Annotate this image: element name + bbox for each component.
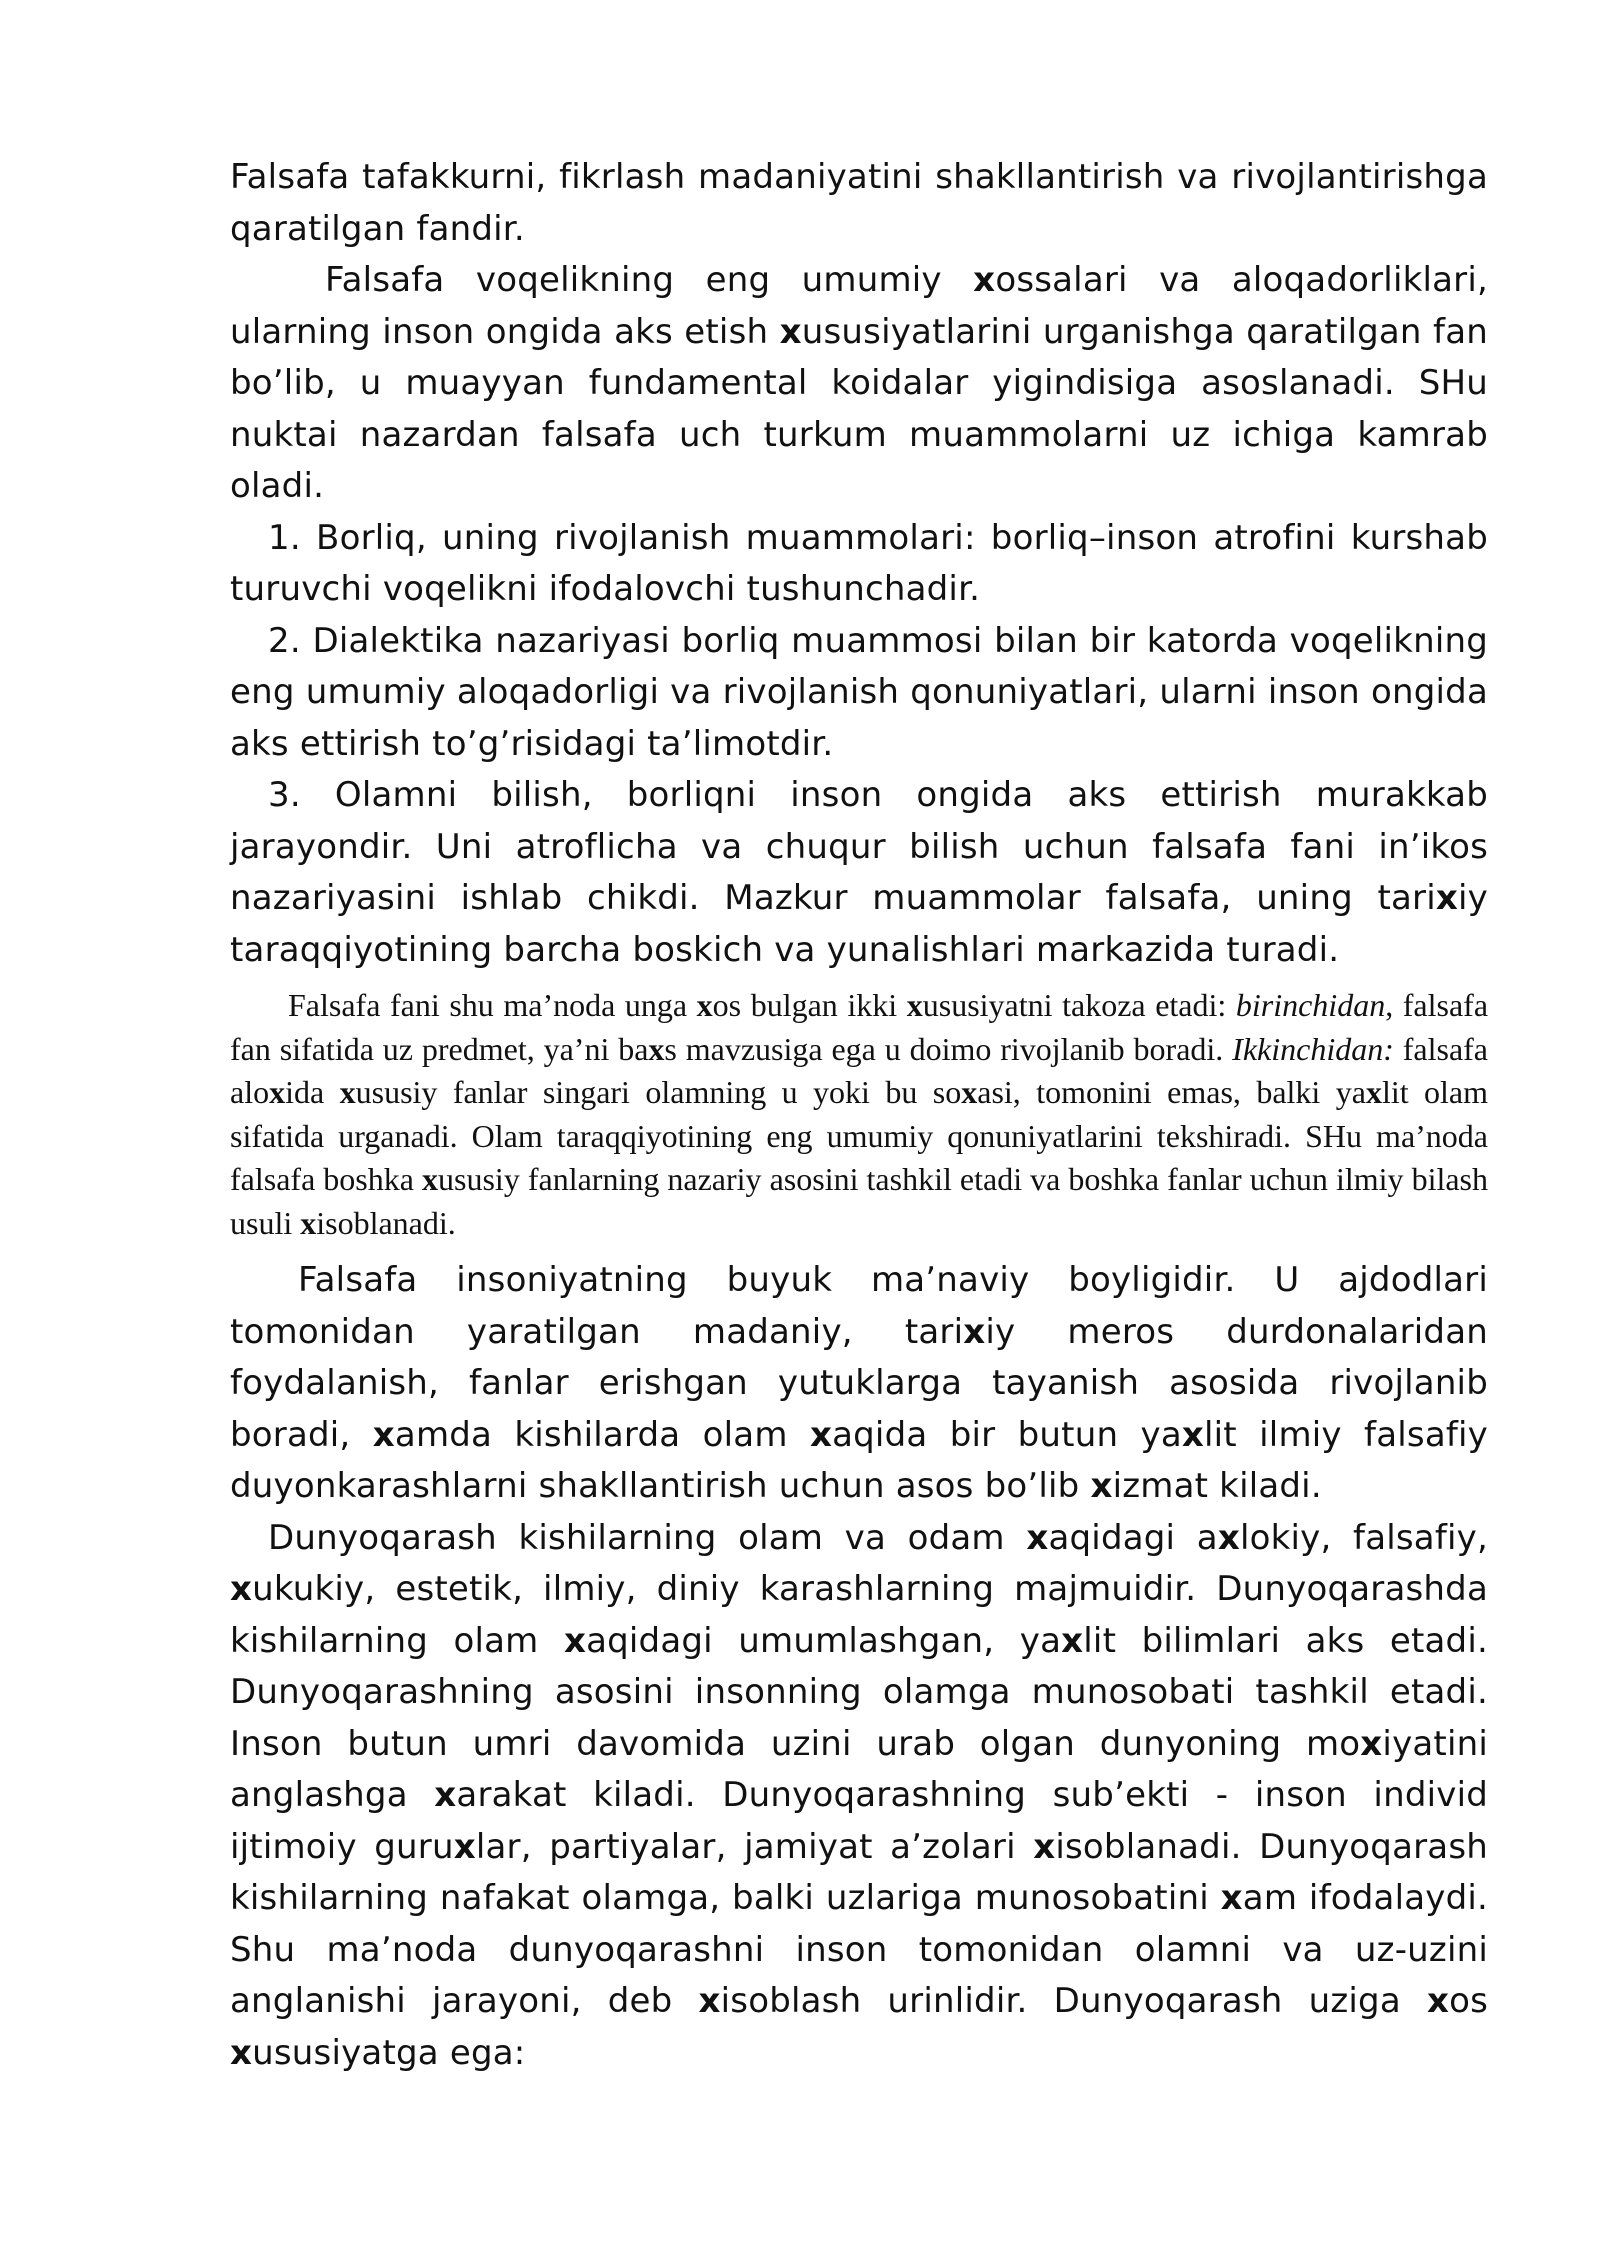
document-body — [230, 152, 1488, 2079]
list-item-1: 1. Borliq, uning rivojlanish muammolari: borliq–inson atrofini kurshab turuvchi voqelikni ifodalovchi tushunchadir. — [230, 517, 1488, 609]
paragraph-intro: Falsafa tafakkurni, fikrlash madaniyatini shakllantirish va rivojlantirishga qaratilgan fandir. — [230, 157, 1488, 249]
list-item-2: 2. Dialektika nazariyasi borliq muammosi bilan bir katorda voqelikning eng umumiy aloqadorligi va rivojlanish qonuniyatlari, ularni inson ongida aks ettirish to’g’risidagi ta’limotdir. — [230, 620, 1488, 764]
paragraph-features: Falsafa fani shu ma’noda unga xos bulgan ikki xususiyatni takoza etadi: birinchidan, falsafa fan sifatida uz predmet, ya’ni baxs mavzusiga ega u doimo rivojlanib boradi. Ikkinchidan: falsafa aloxida xususiy fanlar singari olamning u yoki bu soxasi, tomonini emas, balki yaxlit olam sifatida urganadi. Olam taraqqiyotining eng umumiy qonuniyatlarini tekshiradi. SHu ma’noda falsafa boshka xususiy fanlarning nazariy asosini tashkil etadi va boshka fanlar uchun ilmiy bilash usuli xisoblanadi. — [230, 987, 1489, 1241]
italic-term: Ikkinchidan: — [1232, 1030, 1394, 1067]
list-item-3: 3. Olamni bilish, borliqni inson ongida aks ettirish murakkab jarayondir. Uni atroflicha va chuqur bilish uchun falsafa fani in’ikos nazariyasini ishlab chikdi. Mazkur muammolar falsafa, uning tarixiy taraqqiyotining barcha boskich va yunalishlari markazida turadi. — [230, 775, 1488, 970]
italic-term: birinchidan — [1235, 987, 1386, 1023]
paragraph-definition: Falsafa voqelikning eng umumiy xossalari va aloqadorliklari, ularning inson ongida aks etish xususiyatlarini urganishga qaratilgan fan bo’lib, u muayyan fundamental koidalar yigindisiga asoslanadi. SHu nuktai nazardan falsafa uch turkum muammolarni uz ichiga kamrab oladi. — [230, 260, 1488, 506]
paragraph-heritage: Falsafa insoniyatning buyuk ma’naviy boyligidir. U ajdodlari tomonidan yaratilgan madaniy, tarixiy meros durdonalaridan foydalanish, fanlar erishgan yutuklarga tayanish asosida rivojlanib boradi, xamda kishilarda olam xaqida bir butun yaxlit ilmiy falsafiy duyonkarashlarni shakllantirish uchun asos bo’lib xizmat kiladi. — [230, 1260, 1488, 1506]
paragraph-worldview: Dunyoqarash kishilarning olam va odam xaqidagi axlokiy, falsafiy, xukukiy, estetik, ilmiy, diniy karashlarning majmuidir. Dunyoqarashda kishilarning olam xaqidagi umumlashgan, yaxlit bilimlari aks etadi. Dunyoqarashning asosini insonning olamga munosobati tashkil etadi. Inson butun umri davomida uzini urab olgan dunyoning moxiyatini anglashga xarakat kiladi. Dunyoqarashning sub’ekti - inson individ ijtimoiy guruxlar, partiyalar, jamiyat a’zolari xisoblanadi. Dunyoqarash kishilarning nafakat olamga, balki uzlariga munosobatini xam ifodalaydi. Shu ma’noda dunyoqarashni inson tomonidan olamni va uz-uzini anglanishi jarayoni, deb xisoblash urinlidir. Dunyoqarash uziga xos xususiyatga ega: — [230, 1517, 1489, 2073]
